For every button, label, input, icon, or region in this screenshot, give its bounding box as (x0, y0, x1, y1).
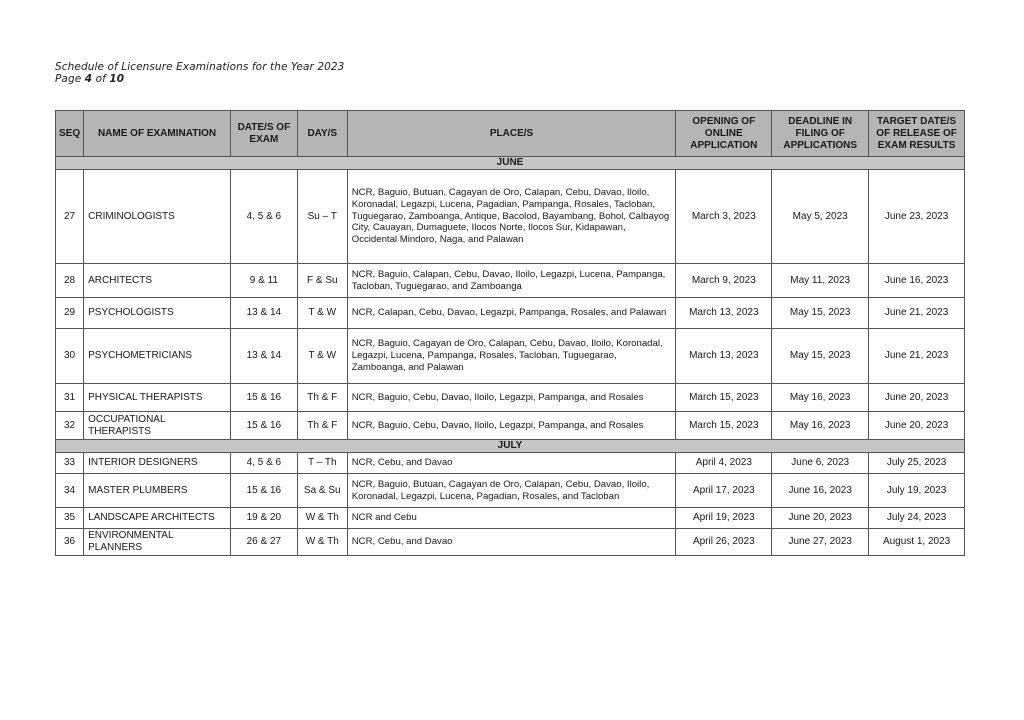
table-row (56, 453, 965, 474)
table-row (56, 298, 965, 329)
header-days: DAY/S (297, 111, 347, 157)
header-places: PLACE/S (347, 111, 676, 157)
row-dates: 15 & 16 (230, 474, 297, 508)
row-dates: 9 & 11 (230, 264, 297, 298)
header-name: NAME OF EXAMINATION (84, 111, 231, 157)
row-dates: 19 & 20 (230, 508, 297, 529)
row-places: NCR, Baguio, Calapan, Cebu, Davao, Iloilo, Legazpi, Lucena, Pampanga, Tacloban, Tuguegarao, and Zamboanga (347, 264, 676, 298)
row-places: NCR, Cebu, and Davao (347, 529, 676, 556)
row-deadline: May 15, 2023 (772, 329, 869, 384)
row-dates: 15 & 16 (230, 384, 297, 412)
row-deadline: June 20, 2023 (772, 508, 869, 529)
row-release: June 23, 2023 (869, 170, 965, 264)
row-seq: 27 (56, 170, 84, 264)
row-name: OCCUPATIONAL THERAPISTS (84, 412, 231, 440)
month-label: JUNE (56, 157, 965, 170)
row-release: June 20, 2023 (869, 412, 965, 440)
month-row (56, 440, 965, 453)
row-name: PSYCHOLOGISTS (84, 298, 231, 329)
row-dates: 4, 5 & 6 (230, 170, 297, 264)
header-release: TARGET DATE/S OF RELEASE OF EXAM RESULTS (869, 111, 965, 157)
row-days: W & Th (297, 508, 347, 529)
row-opening: April 4, 2023 (676, 453, 772, 474)
row-opening: March 13, 2023 (676, 329, 772, 384)
row-deadline: May 15, 2023 (772, 298, 869, 329)
row-days: T & W (297, 298, 347, 329)
row-opening: March 15, 2023 (676, 384, 772, 412)
row-seq: 32 (56, 412, 84, 440)
month-row (56, 157, 965, 170)
table-row (56, 170, 965, 264)
row-opening: April 17, 2023 (676, 474, 772, 508)
table-row (56, 508, 965, 529)
row-deadline: May 16, 2023 (772, 384, 869, 412)
row-seq: 34 (56, 474, 84, 508)
row-seq: 29 (56, 298, 84, 329)
row-days: W & Th (297, 529, 347, 556)
row-seq: 35 (56, 508, 84, 529)
table-row (56, 412, 965, 440)
row-places: NCR, Calapan, Cebu, Davao, Legazpi, Pampanga, Rosales, and Palawan (347, 298, 676, 329)
header-opening: OPENING OF ONLINE APPLICATION (676, 111, 772, 157)
row-days: Su – T (297, 170, 347, 264)
row-opening: April 26, 2023 (676, 529, 772, 556)
row-name: CRIMINOLOGISTS (84, 170, 231, 264)
page-prefix: Page (55, 73, 85, 85)
page-current: 4 (84, 73, 93, 85)
row-release: June 21, 2023 (869, 329, 965, 384)
row-deadline: June 16, 2023 (772, 474, 869, 508)
row-days: F & Su (297, 264, 347, 298)
row-places: NCR, Baguio, Butuan, Cagayan de Oro, Calapan, Cebu, Davao, Iloilo, Koronadal, Legazpi, Lucena, Pagadian, Pampanga, Rosales, Tacloban, Tuguegarao, Zamboanga, Antique, Bacolod, Bayambang, Bohol, Calbayog City, Cauayan, Dumaguete, Ilocos Norte, Ilocos Sur, Kidapawan, Occidental Mindoro, Naga, and Palawan (347, 170, 676, 264)
header-deadline: DEADLINE IN FILING OF APPLICATIONS (772, 111, 869, 157)
row-release: July 24, 2023 (869, 508, 965, 529)
header-dates: DATE/S OF EXAM (230, 111, 297, 157)
month-label: JULY (56, 440, 965, 453)
row-places: NCR and Cebu (347, 508, 676, 529)
row-release: July 25, 2023 (869, 453, 965, 474)
row-release: August 1, 2023 (869, 529, 965, 556)
header-row (56, 111, 965, 157)
row-deadline: June 27, 2023 (772, 529, 869, 556)
table-row (56, 329, 965, 384)
row-name: LANDSCAPE ARCHITECTS (84, 508, 231, 529)
row-seq: 30 (56, 329, 84, 384)
row-release: June 20, 2023 (869, 384, 965, 412)
table-row (56, 474, 965, 508)
row-deadline: May 16, 2023 (772, 412, 869, 440)
row-deadline: June 6, 2023 (772, 453, 869, 474)
row-places: NCR, Baguio, Cagayan de Oro, Calapan, Cebu, Davao, Iloilo, Koronadal, Legazpi, Lucena, Pampanga, Rosales, Tacloban, Tuguegarao, Zamboanga, and Palawan (347, 329, 676, 384)
exam-schedule-table (55, 110, 965, 556)
table-row (56, 384, 965, 412)
row-dates: 13 & 14 (230, 329, 297, 384)
row-places: NCR, Cebu, and Davao (347, 453, 676, 474)
row-release: June 21, 2023 (869, 298, 965, 329)
row-days: Sa & Su (297, 474, 347, 508)
row-dates: 4, 5 & 6 (230, 453, 297, 474)
row-name: MASTER PLUMBERS (84, 474, 231, 508)
row-name: ARCHITECTS (84, 264, 231, 298)
row-name: INTERIOR DESIGNERS (84, 453, 231, 474)
page-of: of (92, 73, 110, 85)
row-release: June 16, 2023 (869, 264, 965, 298)
row-places: NCR, Baguio, Butuan, Cagayan de Oro, Calapan, Cebu, Davao, Iloilo, Koronadal, Legazpi, Lucena, Pagadian, Rosales, and Tacloban (347, 474, 676, 508)
row-opening: April 19, 2023 (676, 508, 772, 529)
row-places: NCR, Baguio, Cebu, Davao, Iloilo, Legazpi, Pampanga, and Rosales (347, 384, 676, 412)
page-total: 10 (109, 73, 125, 85)
table-row (56, 529, 965, 556)
table-body (56, 157, 965, 556)
row-deadline: May 11, 2023 (772, 264, 869, 298)
row-name: PSYCHOMETRICIANS (84, 329, 231, 384)
row-days: Th & F (297, 384, 347, 412)
row-name: PHYSICAL THERAPISTS (84, 384, 231, 412)
row-release: July 19, 2023 (869, 474, 965, 508)
row-seq: 31 (56, 384, 84, 412)
row-days: Th & F (297, 412, 347, 440)
table-row (56, 264, 965, 298)
row-dates: 13 & 14 (230, 298, 297, 329)
row-dates: 15 & 16 (230, 412, 297, 440)
row-seq: 33 (56, 453, 84, 474)
document-title: Schedule of Licensure Examinations for the Year 2023 (55, 61, 345, 73)
row-days: T – Th (297, 453, 347, 474)
row-name: ENVIRONMENTAL PLANNERS (84, 529, 231, 556)
row-opening: March 3, 2023 (676, 170, 772, 264)
row-days: T & W (297, 329, 347, 384)
row-deadline: May 5, 2023 (772, 170, 869, 264)
row-places: NCR, Baguio, Cebu, Davao, Iloilo, Legazpi, Pampanga, and Rosales (347, 412, 676, 440)
row-opening: March 9, 2023 (676, 264, 772, 298)
page-number (55, 73, 124, 85)
header-seq: SEQ (56, 111, 84, 157)
row-dates: 26 & 27 (230, 529, 297, 556)
row-opening: March 15, 2023 (676, 412, 772, 440)
row-seq: 28 (56, 264, 84, 298)
row-seq: 36 (56, 529, 84, 556)
row-opening: March 13, 2023 (676, 298, 772, 329)
